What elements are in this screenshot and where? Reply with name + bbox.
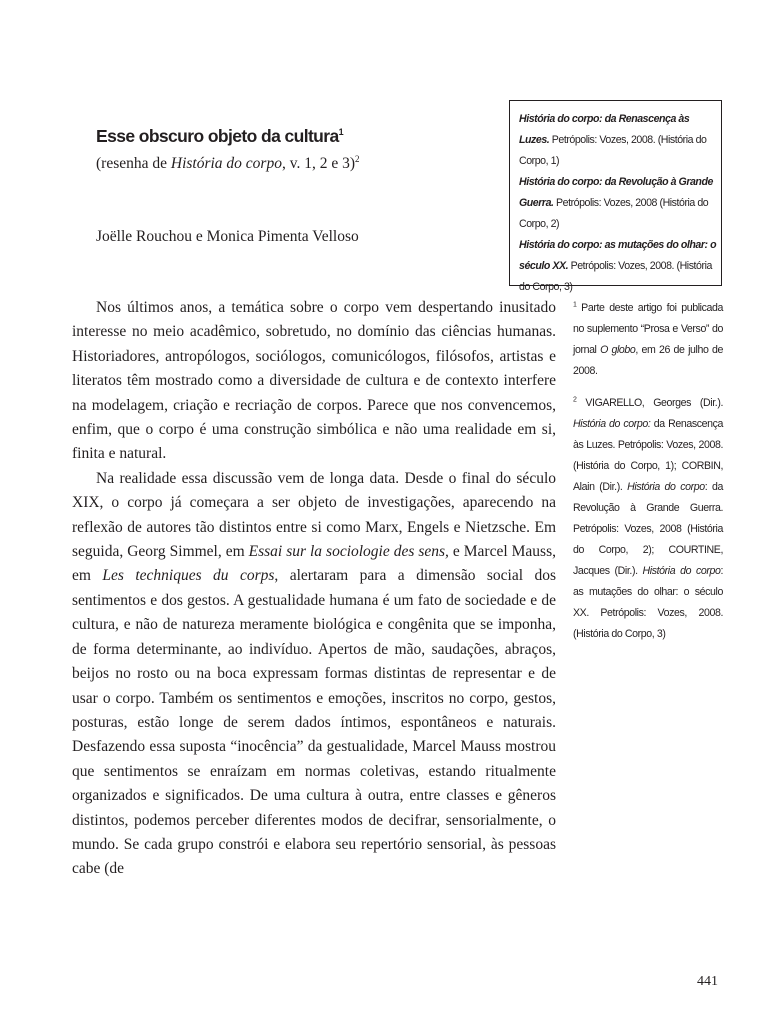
reference-item [519,172,721,235]
article-title [96,126,343,147]
subtitle-book-title: História do corpo [170,155,282,172]
cited-work-title: Essai sur la sociologie des sens, [248,543,449,561]
body-text: , alertaram para a dimensão social dos sentimentos e dos gestos. A gestualidade humana é um fato de sociedade e de cultura, e não de natureza meramente biológica e congênita que se imponha, de forma determinante, ao indivíduo. Apertos de mão, saudações, abraços, beijos no rosto ou na boca expressam formas distintas de representar e de usar o corpo. Também os sentimentos e emoções, inscritos no corpo, gestos, posturas, estão longe de serem dados íntimos, espontâneos e naturais. Desfazendo essa suposta “inocência” da gestualidade, Marcel Mauss mostrou que sentimentos se enraízam em normas coletivas, estando ritualmente organizados e significados. De uma cultura à outra, entre classes e gêneros distintos, podemos perceber diferentes modos de decifrar, sensorialmente, o mundo. Se cada grupo constrói e elabora seu repertório sensorial, às pessoas cabe (de [72,567,557,878]
footnote-1 [573,298,723,382]
footnote-text: , em 26 de julho de 2008. [573,344,723,377]
footnote-text: Parte deste artigo foi publicada no suplemento “Prosa e Verso” do jornal [573,302,723,356]
body-paragraph: Nos últimos anos, a temática sobre o corpo vem despertando inusitado interesse no meio acadêmico, sobretudo, no domínio das ciências humanas. Historiadores, antropólogos, sociólogos, comunicólogos, filósofos, artistas e literatos têm mostrado como a diversidade de cultura e de contexto interfere na modelagem, criação e recriação de corpos. Parece que nos convencemos, enfim, que o corpo é uma construção simbólica e não uma realidade em si, finita e natural. [72,299,556,463]
reference-title: História do corpo: as mutações do olhar: o século XX. [519,239,717,272]
body-text: e Marcel Mauss, em [72,543,556,585]
footnote-number: 2 [573,396,577,404]
reference-details: Petrópolis: Vozes, 2008 (História do Corpo, 2) [519,197,709,230]
footnote-text: VIGARELLO, Georges (Dir.). [576,397,723,409]
footnote-text: : da Revolução à Grande Guerra. Petrópolis: Vozes, 2008 (História do Corpo, 2); COURTINE, Jacques (Dir.). [573,481,724,577]
reference-title: História do corpo: da Revolução à Grande Guerra. [519,176,713,209]
footnotes [573,298,723,656]
footnote-ref-2: 2 [355,153,360,164]
footnote-text: da Renascença às Luzes. Petrópolis: Vozes, 2008. (História do Corpo, 1); CORBIN, Alain (Dir.). [573,418,724,493]
article-authors: Joëlle Rouchou e Monica Pimenta Velloso [96,228,359,245]
reference-title: História do corpo: da Renascença às Luzes. [519,113,690,146]
body-paragraph [72,467,556,882]
reference-details: Petrópolis: Vozes, 2008. (História do Corpo, 3) [519,260,712,293]
footnote-text: : as mutações do olhar: o século XX. Petrópolis: Vozes, 2008. (História do Corpo, 3) [573,565,723,640]
cited-work-title: Les techniques du corps [102,567,275,585]
body-text: Na realidade essa discussão vem de longa data. Desde o final do século XIX, o corpo já começara a ser objeto de investigações, aparecendo na reflexão de autores tão distintos entre si como Marx, Engels e Nietzsche. Em seguida, Georg Simmel, em [72,469,556,561]
article-subtitle [96,155,360,173]
page-number: 441 [697,974,718,989]
footnote-ref-1: 1 [338,127,344,138]
footnote-number: 1 [573,301,577,309]
reference-details: Petrópolis: Vozes, 2008. (História do Corpo, 1) [519,134,707,167]
reference-item [519,235,721,298]
article-title-text: Esse obscuro objeto da cultura [96,126,339,146]
reference-box [509,100,722,293]
footnote-2 [573,393,723,645]
reference-item [519,109,721,172]
footnote-italic: História do corpo [627,481,705,493]
footnote-italic: História do corpo: [573,418,651,430]
article-body [72,296,556,882]
footnote-italic: O globo [600,344,636,356]
subtitle-prefix: (resenha de [96,155,171,172]
subtitle-suffix: , v. 1, 2 e 3) [281,155,356,172]
footnote-italic: História do corpo [642,565,721,577]
